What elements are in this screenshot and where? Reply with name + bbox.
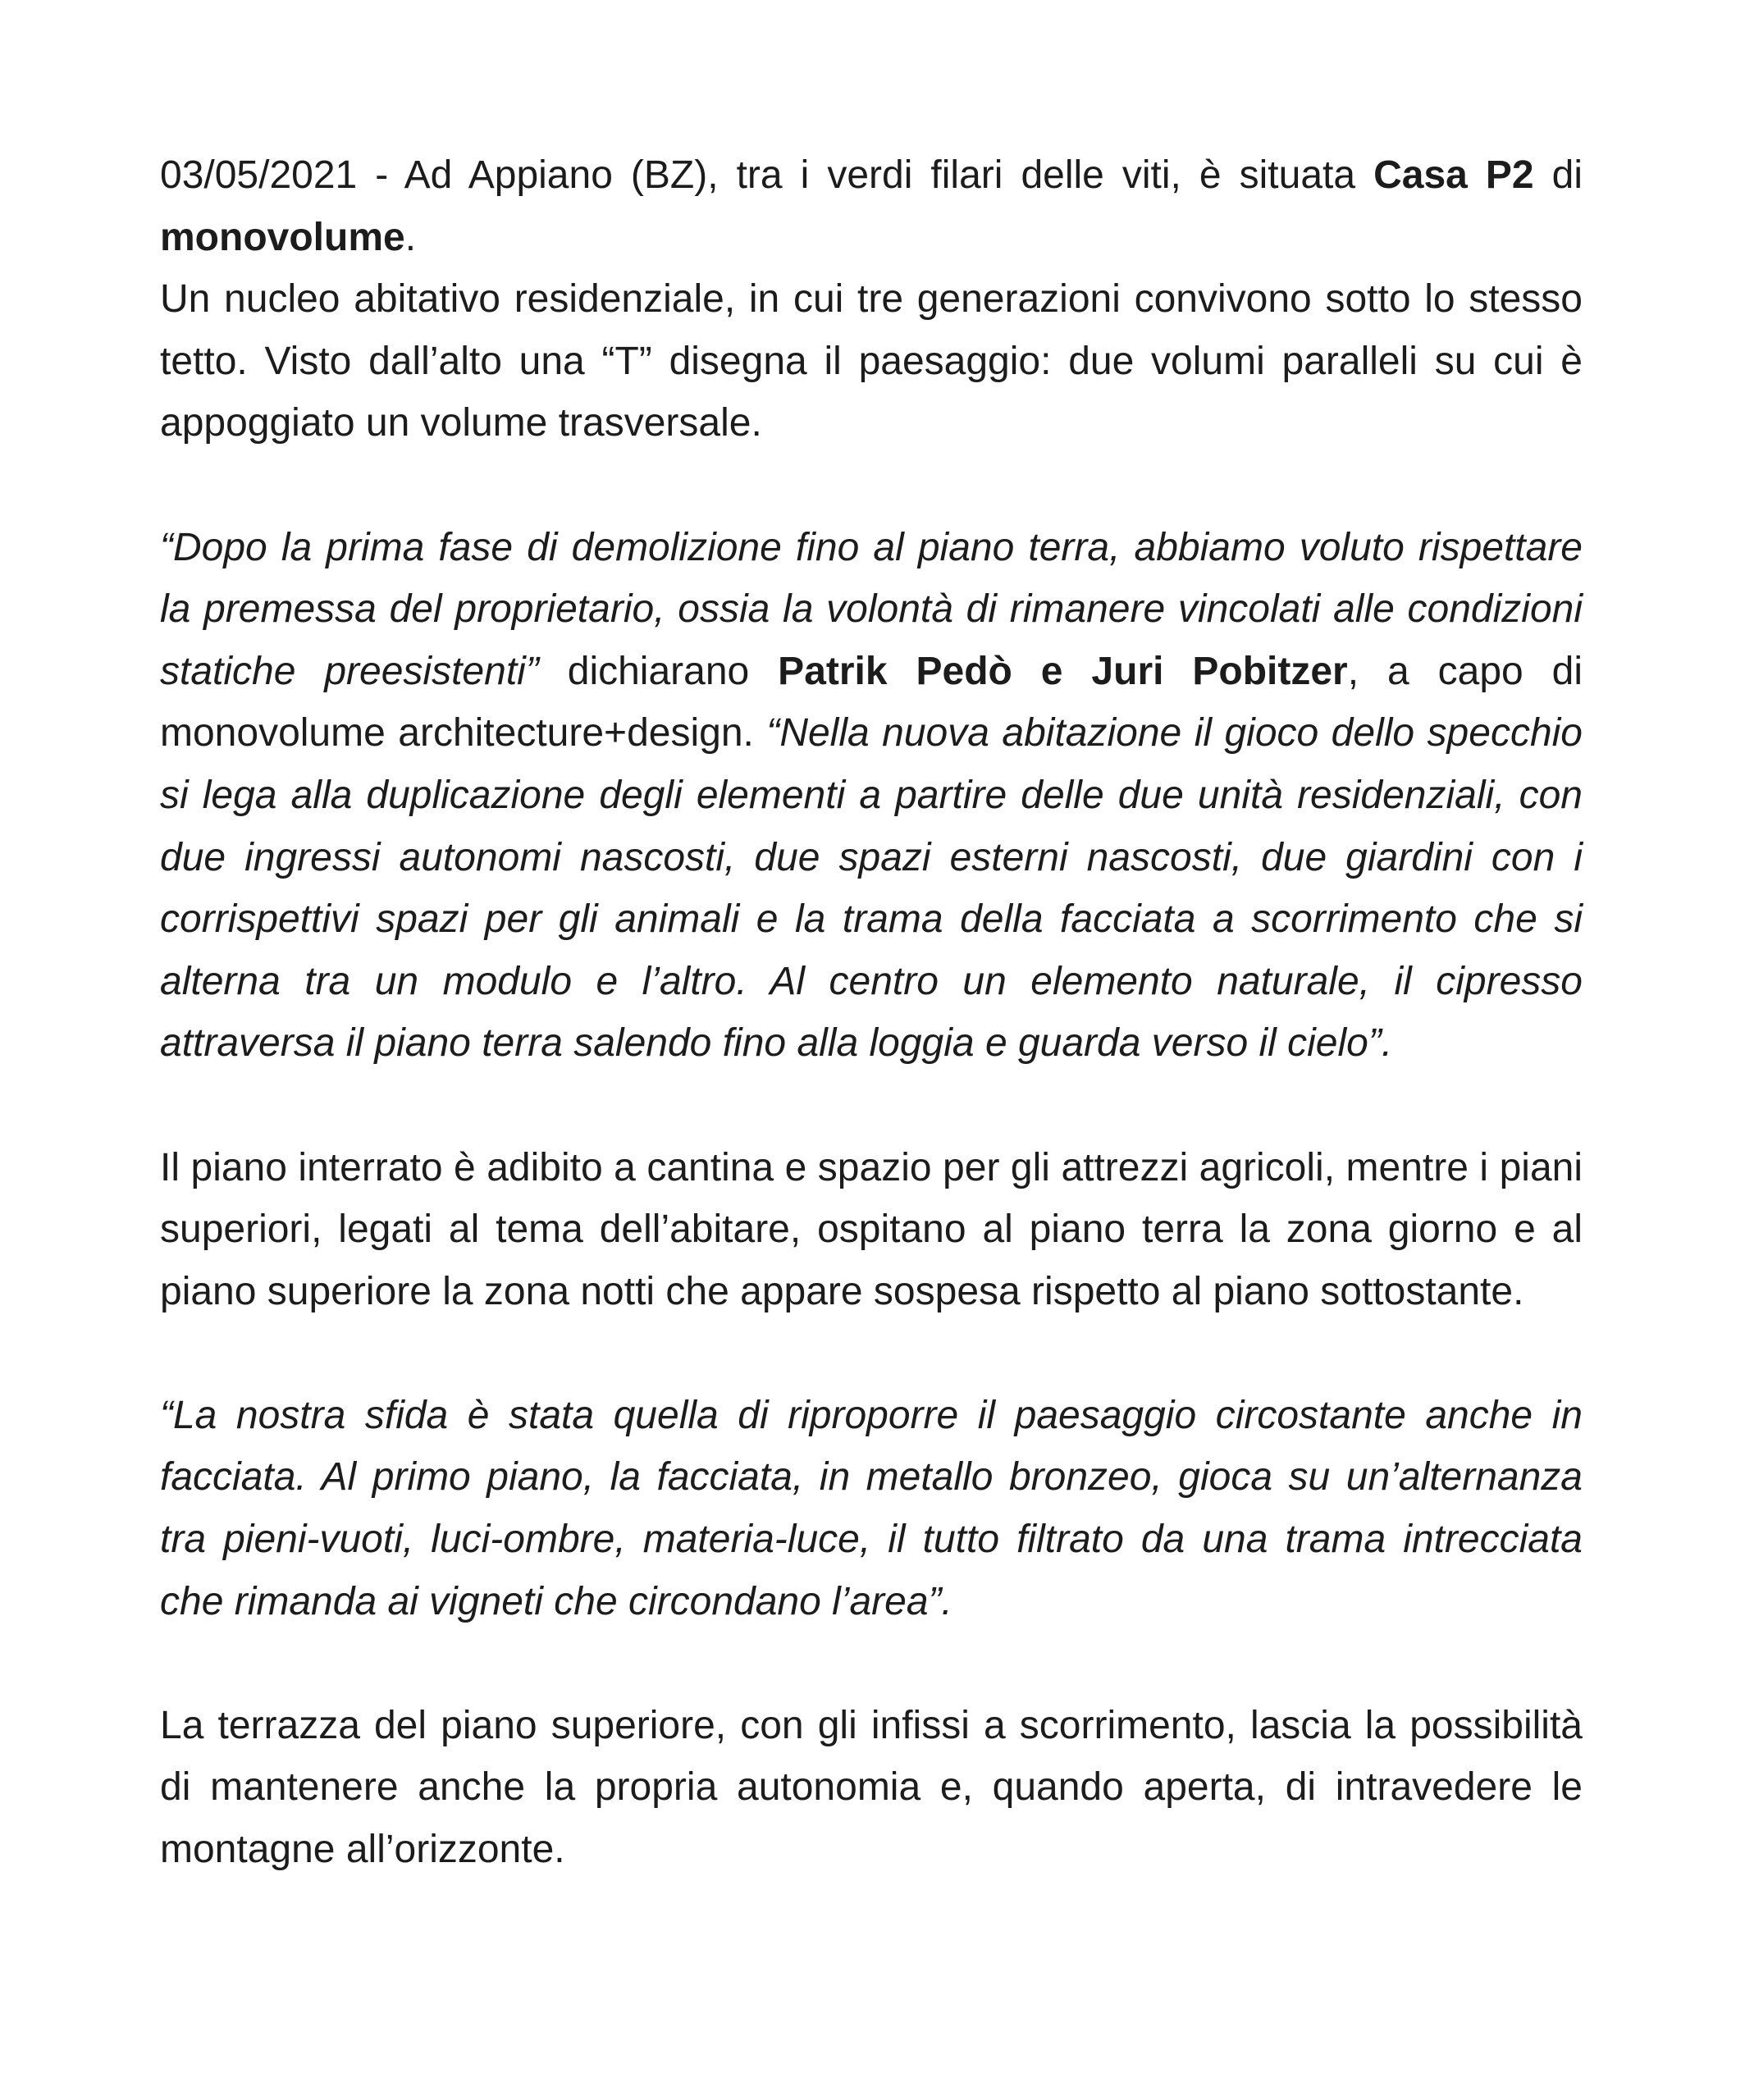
description-paragraph: Un nucleo abitativo residenziale, in cui tre generazioni convivono sotto lo stesso tetto. Visto dall’alto una “T” disegna il paesaggio: due volumi paralleli su cui è appoggiato un volume trasversale. [160, 277, 1583, 445]
facade-quote-paragraph: “La nostra sfida è stata quella di riproporre il paesaggio circostante anche in facciata. Al primo piano, la facciata, in metallo bronzeo, gioca su un’alternanza tra pieni-vuoti, luci-ombre, materia-luce, il tutto filtrato da una trama intrecciata che rimanda ai vigneti che circondano l’area”. [160, 1393, 1583, 1623]
quote-demolition: “Dopo la prima fase di demolizione fino al piano terra, abbiamo voluto rispettare la premessa del proprietario, ossia la volontà di rimanere vincolati alle condizioni statiche preesistenti” [160, 525, 1583, 693]
intro-paragraph [160, 144, 1583, 268]
declare-text: dichiarano [538, 649, 779, 693]
project-name: Casa P2 [1373, 153, 1534, 197]
firm-name: monovolume [160, 215, 405, 259]
date-intro-text: 03/05/2021 - Ad Appiano (BZ), tra i verdi filari delle viti, è situata [160, 153, 1374, 197]
terrace-paragraph: La terrazza del piano superiore, con gli infissi a scorrimento, lascia la possibilità di mantenere anche la propria autonomia e, quando aperta, di intravedere le montagne all’orizzonte. [160, 1703, 1583, 1872]
architect-role: , a capo di monovolume architecture+design. [160, 649, 1583, 756]
intro-period: . [404, 215, 417, 259]
architect-names: Patrik Pedò e Juri Pobitzer [778, 649, 1348, 693]
architects-quote-paragraph [160, 517, 1583, 1075]
article-body [160, 144, 1583, 1881]
floors-paragraph: Il piano interrato è adibito a cantina e spazio per gli attrezzi agricoli, mentre i piani superiori, legati al tema dell’abitare, ospitano al piano terra la zona giorno e al piano superiore la zona notti che appare sospesa rispetto al piano sottostante. [160, 1145, 1583, 1313]
di-text: di [1533, 153, 1583, 197]
quote-mirror: “Nella nuova abitazione il gioco dello specchio si lega alla duplicazione degli elementi a partire delle due unità residenziali, con due ingressi autonomi nascosti, due spazi esterni nascosti, due giardini con i corrispettivi spazi per gli animali e la trama della facciata a scorrimento che si alterna tra un modulo e l’altro. Al centro un elemento naturale, il cipresso attraversa il piano terra salendo fino alla loggia e guarda verso il cielo”. [160, 711, 1583, 1066]
